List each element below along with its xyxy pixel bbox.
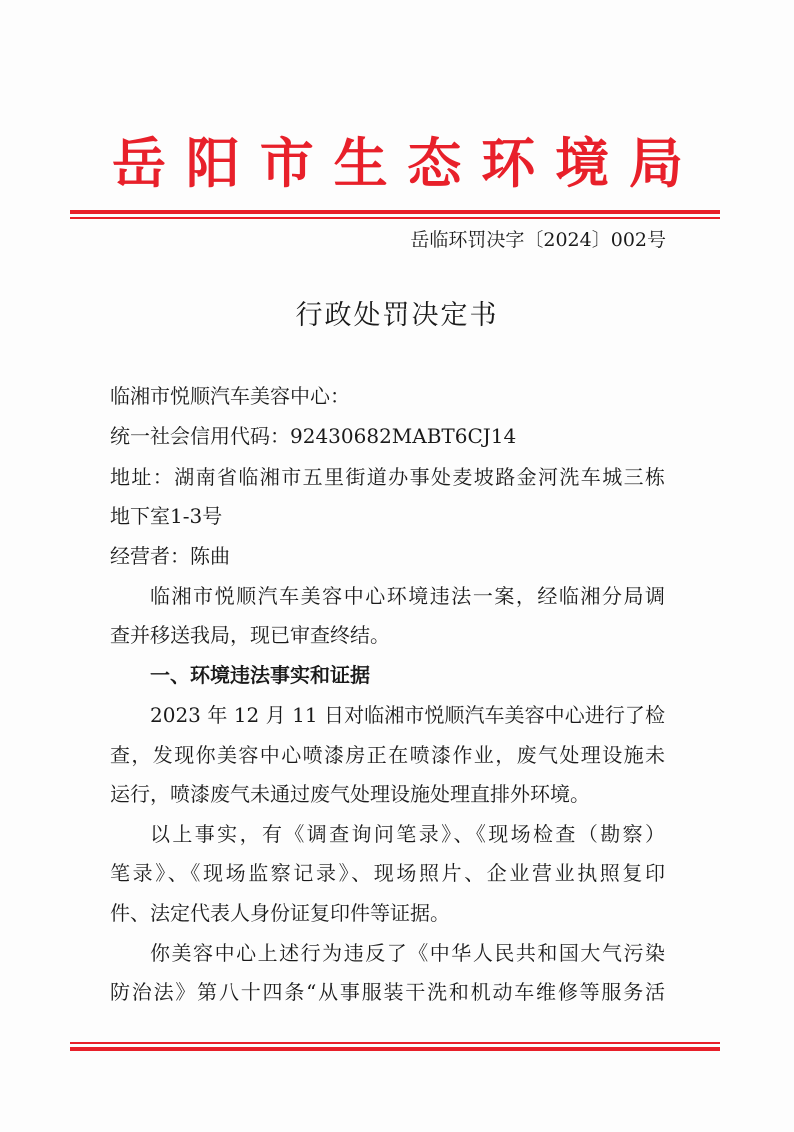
footer-divider-thin [70, 1042, 720, 1044]
header-divider-thin [70, 217, 720, 219]
operator: 经营者：陈曲 [110, 544, 230, 568]
paragraph-line: 2023 年 12 月 11 日对临湘市悦顺汽车美容中心进行了检 [150, 703, 665, 727]
paragraph-line: 临湘市悦顺汽车美容中心环境违法一案，经临湘分局调 [150, 584, 665, 608]
paragraph-line: 查并移送我局，现已审查终结。 [110, 623, 390, 647]
paragraph-line: 以上事实，有《调查询问笔录》、《现场检查（勘察） [150, 822, 665, 846]
section-heading: 一、环境违法事实和证据 [150, 663, 370, 687]
address-line: 地址：湖南省临湘市五里街道办事处麦坡路金河洗车城三栋 [110, 465, 665, 489]
credit-code: 统一社会信用代码：92430682MABT6CJ14 [110, 424, 517, 448]
footer-divider [70, 1047, 720, 1051]
organization-header: 岳阳市生态环境局 [112, 131, 687, 195]
paragraph-line: 你美容中心上述行为违反了《中华人民共和国大气污染 [150, 941, 665, 965]
address-line: 地下室1-3号 [110, 504, 223, 528]
party-name: 临湘市悦顺汽车美容中心： [110, 384, 350, 408]
paragraph-line: 笔录》、《现场监察记录》、现场照片、企业营业执照复印 [110, 861, 665, 885]
paragraph-line: 查，发现你美容中心喷漆房正在喷漆作业，废气处理设施未 [110, 743, 665, 767]
header-divider [70, 210, 720, 214]
document-number: 岳临环罚决字〔2024〕002号 [410, 229, 666, 251]
paragraph-line: 运行，喷漆废气未通过废气处理设施处理直排外环境。 [110, 782, 590, 806]
paragraph-line: 防治法》第八十四条“从事服装干洗和机动车维修等服务活 [110, 980, 665, 1004]
paragraph-line: 件、法定代表人身份证复印件等证据。 [110, 901, 450, 925]
document-title: 行政处罚决定书 [295, 300, 499, 331]
